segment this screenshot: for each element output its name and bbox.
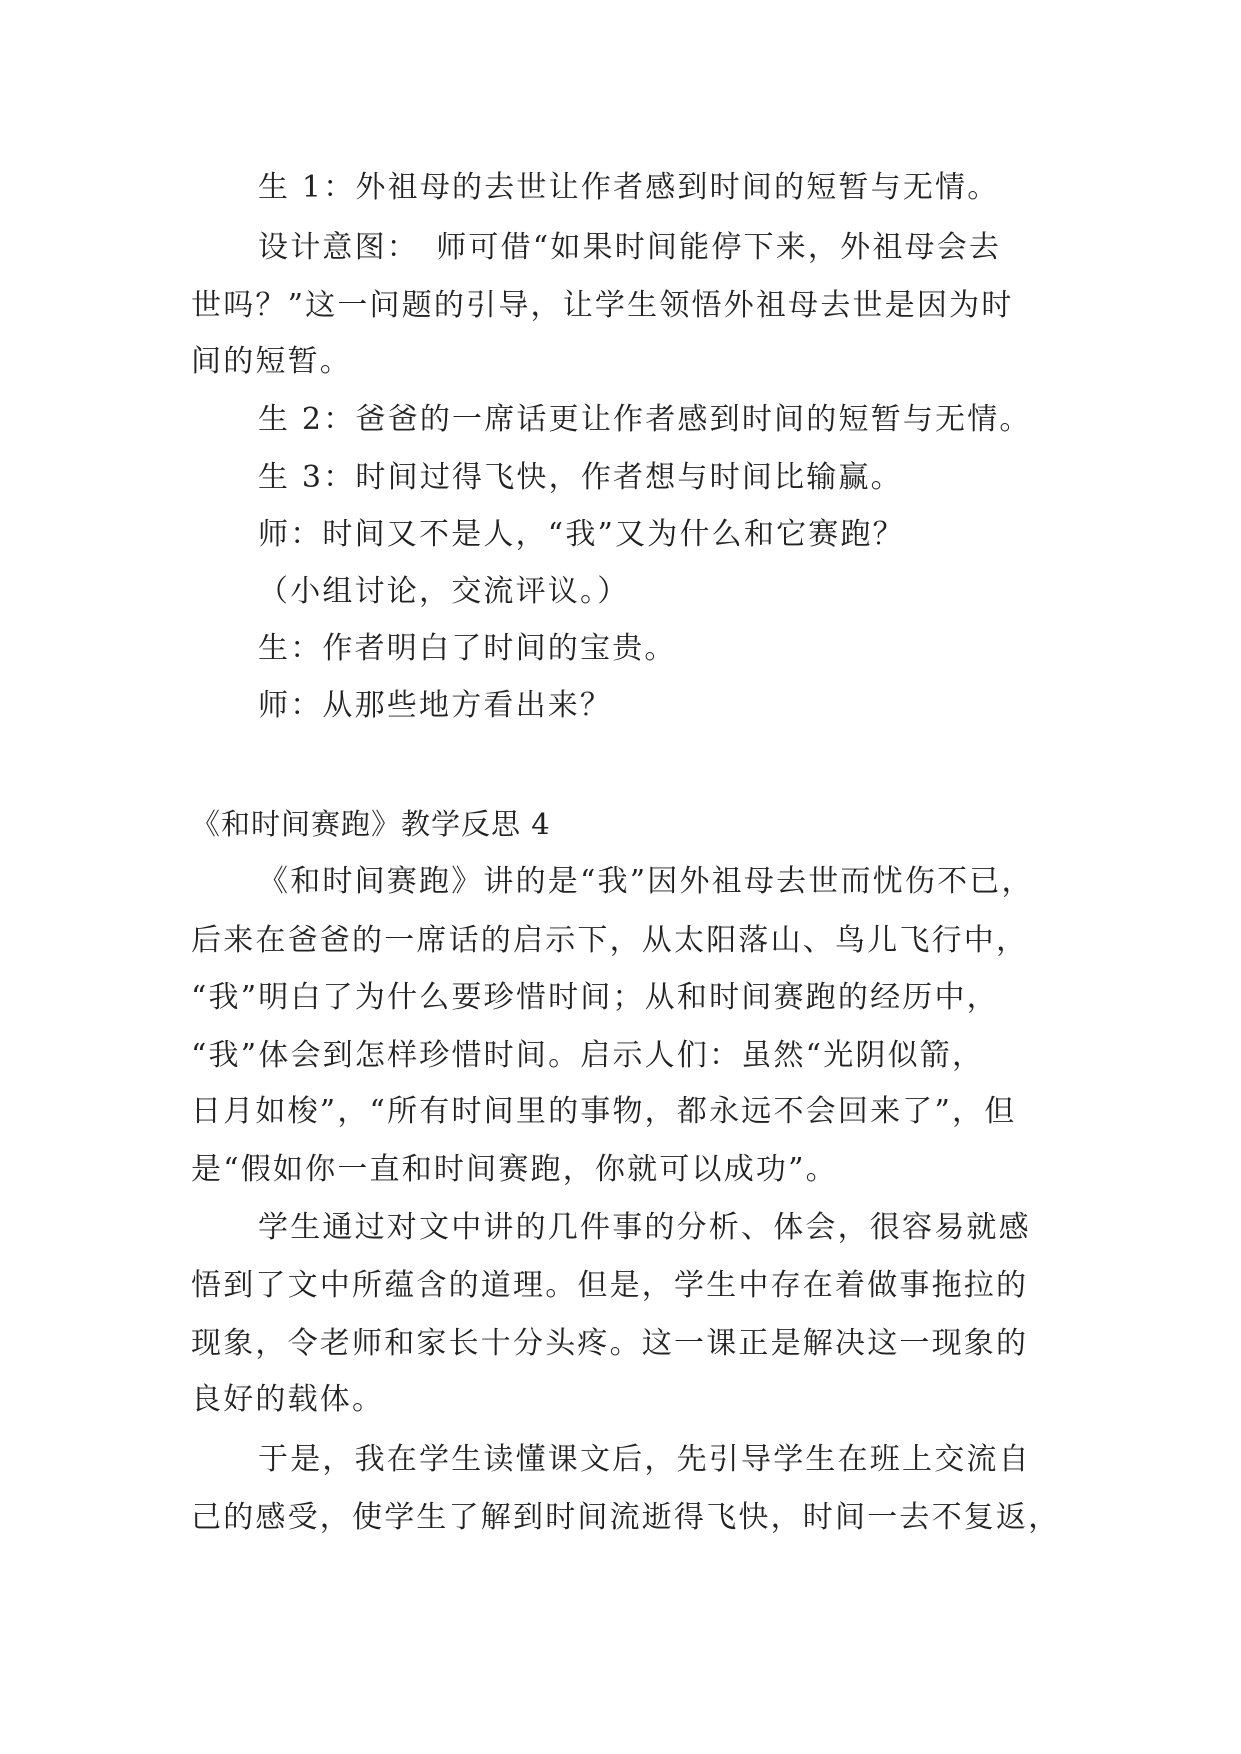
student-1-line: 生 1：外祖母的去世让作者感到时间的短暂与无情。 [258,170,1000,205]
paragraph-line: 学生通过对文中讲的几件事的分析、体会，很容易就感 [258,1210,1031,1245]
paragraph-line: 是“假如你一直和时间赛跑，你就可以成功”。 [191,1152,838,1187]
paragraph-line: 良好的载体。 [191,1382,385,1417]
paragraph-line: 现象，令老师和家长十分头疼。这一课正是解决这一现象的 [191,1326,1029,1361]
paragraph-line: 日月如梭”，“所有时间里的事物，都永远不会回来了”，但 [191,1094,1017,1129]
student-2-line: 生 2：爸爸的一席话更让作者感到时间的短暂与无情。 [258,402,1032,437]
paragraph-line: 悟到了文中所蕴含的道理。但是，学生中存在着做事拖拉的 [191,1268,1029,1303]
paragraph-line: “我”明白了为什么要珍惜时间；从和时间赛跑的经历中， [191,980,999,1015]
paragraph-line: 《和时间赛跑》讲的是“我”因外祖母去世而忧伤不已， [258,864,1034,899]
student-answer-line: 生：作者明白了时间的宝贵。 [258,631,677,666]
paragraph-line: 后来在爸爸的一席话的启示下，从太阳落山、鸟儿飞行中， [191,923,1029,958]
teacher-question-line: 师：从那些地方看出来？ [258,688,613,723]
paragraph-line: 于是，我在学生读懂课文后，先引导学生在班上交流自 [258,1442,1031,1477]
paragraph-line: “我”体会到怎样珍惜时间。启示人们：虽然“光阴似箭， [191,1038,985,1073]
paragraph-line: 己的感受，使学生了解到时间流逝得飞快，时间一去不复返， [191,1500,1061,1535]
teacher-question-line: 师：时间又不是人，“我”又为什么和它赛跑？ [258,517,905,552]
design-intent-line: 世吗？”这一问题的引导，让学生领悟外祖母去世是因为时 [191,288,1014,323]
section-title: 《和时间赛跑》教学反思 4 [191,807,551,841]
design-intent-line: 间的短暂。 [191,344,352,379]
student-3-line: 生 3：时间过得飞快，作者想与时间比输赢。 [258,460,903,495]
design-intent-line: 设计意图： 师可借“如果时间能停下来，外祖母会去 [258,230,1002,265]
group-discussion-line: （小组讨论，交流评议。） [258,574,630,609]
